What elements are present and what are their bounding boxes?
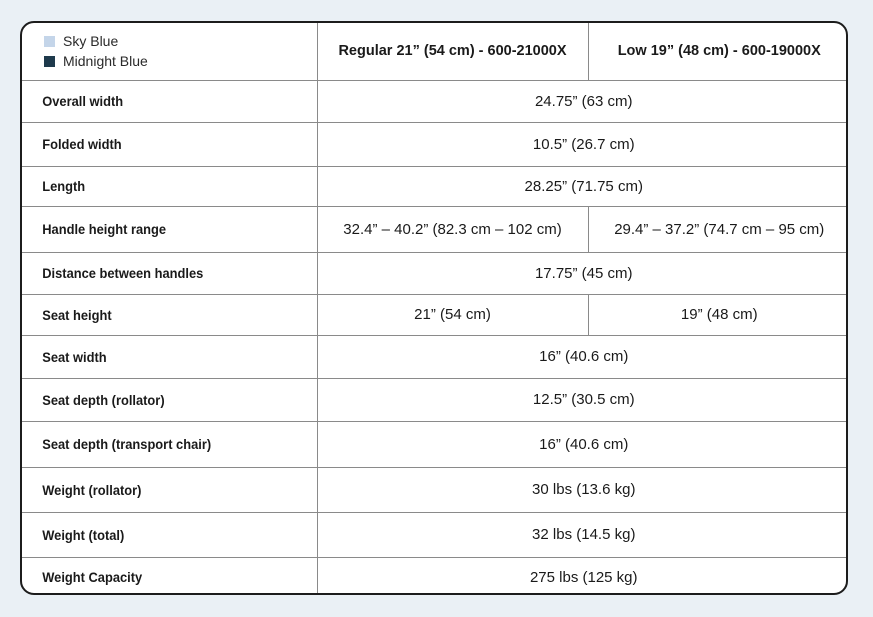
legend-item-sky-blue bbox=[44, 31, 317, 51]
row-value-low: 29.4” – 37.2” (74.7 cm – 95 cm) bbox=[588, 206, 848, 252]
table-row bbox=[22, 252, 848, 294]
row-value: 30 lbs (13.6 kg) bbox=[317, 467, 848, 512]
table-row bbox=[22, 557, 848, 595]
table-row bbox=[22, 512, 848, 557]
row-label: Folded width bbox=[22, 122, 293, 166]
header-row bbox=[22, 23, 848, 80]
row-label: Length bbox=[22, 166, 293, 206]
row-value: 275 lbs (125 kg) bbox=[317, 557, 848, 595]
legend-label: Midnight Blue bbox=[63, 53, 148, 70]
row-value: 17.75” (45 cm) bbox=[317, 252, 848, 294]
row-value: 24.75” (63 cm) bbox=[317, 80, 848, 122]
row-value-low: 19” (48 cm) bbox=[588, 294, 848, 335]
row-value: 16” (40.6 cm) bbox=[317, 335, 848, 378]
row-value-regular: 21” (54 cm) bbox=[317, 294, 588, 335]
legend-item-midnight-blue bbox=[44, 51, 317, 71]
table-row bbox=[22, 467, 848, 512]
table-row bbox=[22, 378, 848, 421]
row-value: 10.5” (26.7 cm) bbox=[317, 122, 848, 166]
legend-label: Sky Blue bbox=[63, 33, 119, 50]
row-label: Seat depth (rollator) bbox=[22, 378, 293, 421]
row-value: 28.25” (71.75 cm) bbox=[317, 166, 848, 206]
row-label: Handle height range bbox=[22, 206, 293, 252]
row-value: 16” (40.6 cm) bbox=[317, 421, 848, 467]
color-legend bbox=[22, 23, 317, 80]
column-header-regular: Regular 21” (54 cm) - 600-21000X bbox=[317, 23, 588, 80]
row-value: 12.5” (30.5 cm) bbox=[317, 378, 848, 421]
table-row bbox=[22, 122, 848, 166]
table-row bbox=[22, 421, 848, 467]
midnight-blue-swatch bbox=[44, 56, 55, 67]
row-value: 32 lbs (14.5 kg) bbox=[317, 512, 848, 557]
sky-blue-swatch bbox=[44, 36, 55, 47]
table-row bbox=[22, 206, 848, 252]
spec-table bbox=[22, 23, 848, 595]
column-header-low: Low 19” (48 cm) - 600-19000X bbox=[588, 23, 848, 80]
row-label: Weight Capacity bbox=[22, 557, 293, 595]
row-label: Seat width bbox=[22, 335, 293, 378]
row-label: Seat depth (transport chair) bbox=[22, 421, 293, 467]
row-value-regular: 32.4” – 40.2” (82.3 cm – 102 cm) bbox=[317, 206, 588, 252]
table-row bbox=[22, 166, 848, 206]
row-label: Distance between handles bbox=[22, 252, 293, 294]
row-label: Weight (total) bbox=[22, 512, 293, 557]
spec-table-card bbox=[20, 21, 848, 595]
table-row bbox=[22, 80, 848, 122]
table-row bbox=[22, 294, 848, 335]
row-label: Seat height bbox=[22, 294, 293, 335]
row-label: Weight (rollator) bbox=[22, 467, 293, 512]
table-row bbox=[22, 335, 848, 378]
row-label: Overall width bbox=[22, 80, 293, 122]
